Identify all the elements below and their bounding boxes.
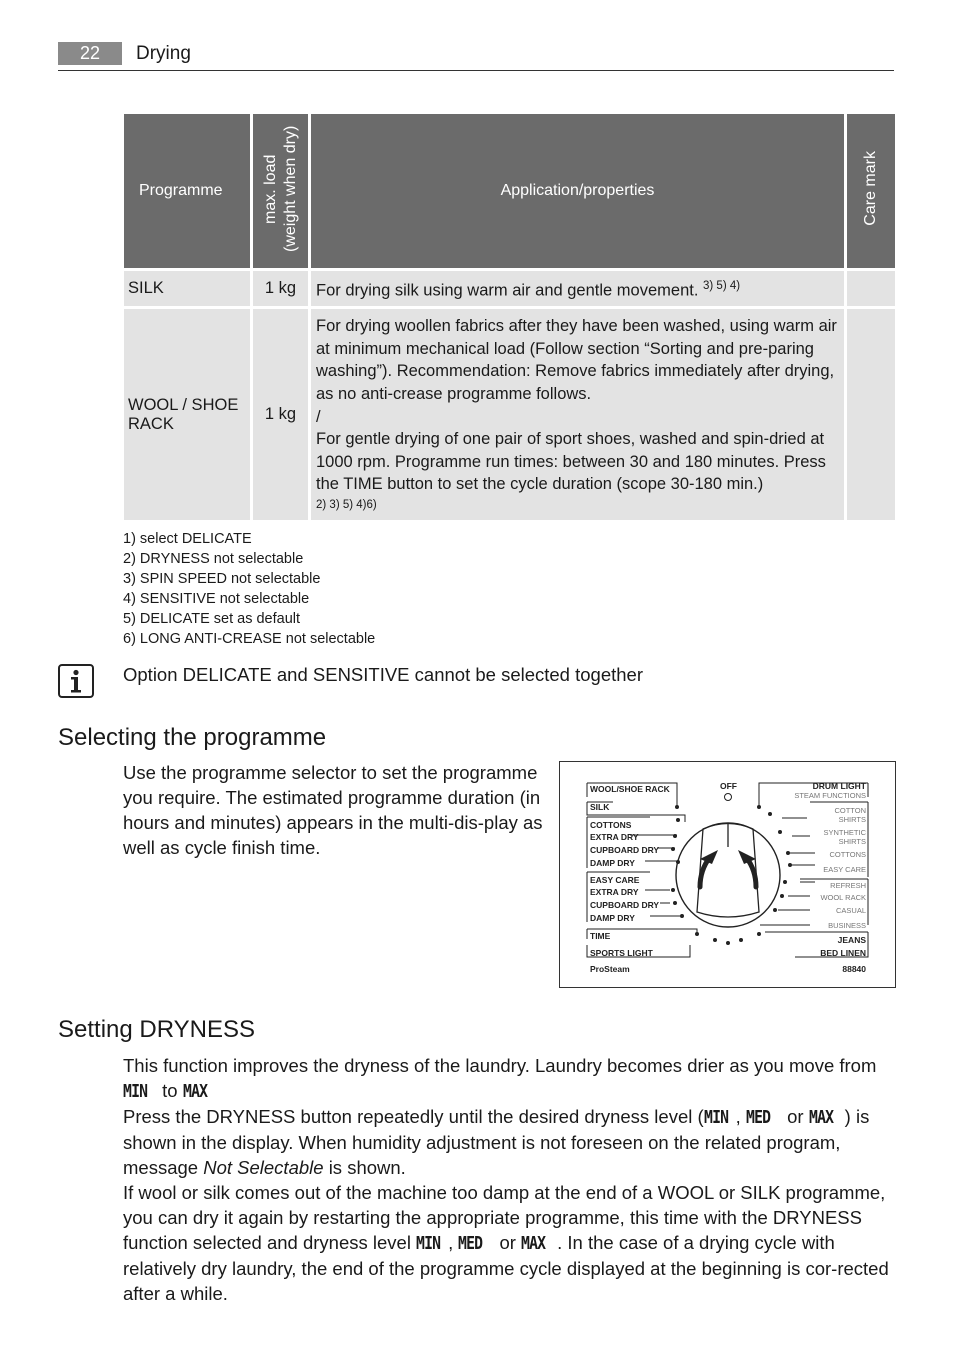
info-note: Option DELICATE and SENSITIVE cannot be selected together	[123, 664, 643, 685]
dial-label: DAMP DRY	[590, 858, 635, 868]
application-text	[310, 308, 846, 522]
footnote: 2) DRYNESS not selectable	[123, 551, 304, 567]
dial-label: SHIRTS	[838, 815, 866, 824]
page-number: 22	[58, 42, 122, 65]
col-max-load	[252, 113, 310, 270]
selecting-text: Use the programme selector to set the programme you require. The estimated programme duration (in hours and minutes) appears in the multi-dis-play as well as cycle finish time.	[123, 762, 543, 858]
silk-refs: 3) 5) 4)	[703, 280, 741, 292]
dial-label: DAMP DRY	[590, 913, 635, 923]
dial-label: SILK	[590, 802, 610, 812]
lcd-max: MAX	[808, 1107, 833, 1128]
dial-label: EXTRA DRY	[590, 832, 639, 842]
col-max-load-label: max. load	[261, 153, 279, 224]
application-text	[310, 270, 846, 308]
programme-name: SILK	[123, 270, 252, 308]
dryness-p2-a: Press the DRYNESS button repeatedly until the desired dryness level (	[123, 1106, 704, 1127]
dial-label: WOOL/SHOE RACK	[590, 784, 670, 794]
dial-label: COTTON	[834, 806, 866, 815]
dryness-p3-b: . In the case of a drying cycle with relatively dry laundry, the end of the programme cycle displayed at the beginning is cor-rected after a while.	[123, 1232, 889, 1304]
dial-code: 88840	[842, 964, 866, 974]
header-rule	[58, 70, 894, 71]
footnote: 6) LONG ANTI-CREASE not selectable	[123, 631, 376, 647]
dryness-text	[123, 1053, 899, 1306]
dial-label: TIME	[590, 931, 611, 941]
col-care-mark-label: Care mark	[862, 151, 879, 226]
footnote: 1) select DELICATE	[123, 531, 252, 547]
col-programme: Programme	[123, 113, 252, 270]
programme-name: WOOL / SHOE RACK	[123, 308, 252, 522]
dial-off-label: OFF	[720, 781, 737, 791]
col-weight-label: (weight when dry)	[281, 125, 299, 252]
selecting-title: Selecting the programme	[58, 724, 327, 751]
dial-label: DRUM LIGHT	[812, 781, 866, 791]
lcd-min: MIN	[123, 1081, 148, 1102]
footnote: 4) SENSITIVE not selectable	[123, 591, 310, 607]
col-care-mark	[846, 113, 897, 270]
dryness-p2-c: is shown.	[328, 1157, 406, 1178]
wool-application: For drying woollen fabrics after they have been washed, using warm air at minimum mechanical load (Follow section “Sorting and pre-paring washing”). Recommendation: Remove fabrics immediately after drying, as no anti-crease programme follows.	[316, 317, 837, 403]
dial-label: CUPBOARD DRY	[590, 900, 660, 910]
info-icon	[58, 664, 94, 698]
dial-label: WOOL RACK	[820, 893, 866, 902]
comma: ,	[735, 1106, 741, 1127]
max-load: 1 kg	[252, 308, 310, 522]
table-row	[123, 308, 897, 522]
dial-label: CUPBOARD DRY	[590, 845, 660, 855]
footnote: 5) DELICATE set as default	[123, 611, 301, 627]
section-title: Drying	[136, 43, 191, 64]
dial-label: REFRESH	[830, 881, 866, 890]
comma: ,	[448, 1232, 454, 1253]
lcd-min: MIN	[416, 1233, 441, 1254]
lcd-med: MED	[458, 1233, 483, 1254]
dryness-or: or	[499, 1232, 516, 1253]
dial-label: COTTONS	[590, 820, 632, 830]
table-row	[123, 270, 897, 308]
shoe-application: For gentle drying of one pair of sport shoes, washed and spin-dried at 1000 rpm. Programme run times: between 30 and 180 minutes. Press the TIME button to set the cycle duration (scope 30-180 min.)	[316, 430, 826, 494]
dial-svg	[560, 762, 895, 987]
dryness-title: Setting DRYNESS	[58, 1016, 255, 1043]
dial-brand: ProSteam	[590, 964, 630, 974]
dial-label: COTTONS	[829, 850, 866, 859]
dial-label: EASY CARE	[823, 865, 866, 874]
dial-label: SPORTS LIGHT	[590, 948, 653, 958]
dryness-to: to	[162, 1080, 178, 1101]
dial-label: JEANS	[837, 935, 866, 945]
lcd-min: MIN	[703, 1107, 728, 1128]
lcd-med: MED	[745, 1107, 771, 1128]
silk-application: For drying silk using warm air and gentle movement.	[316, 281, 699, 300]
wool-refs: 2) 3) 5) 4)6)	[316, 498, 377, 511]
not-selectable-message: Not Selectable	[203, 1157, 324, 1178]
dryness-or: or	[787, 1106, 804, 1127]
dial-label: BUSINESS	[828, 921, 866, 930]
footnote: 3) SPIN SPEED not selectable	[123, 571, 321, 587]
col-application: Application/properties	[310, 113, 846, 270]
programme-table	[121, 111, 898, 523]
lcd-max: MAX	[182, 1081, 207, 1102]
lcd-max: MAX	[521, 1233, 546, 1254]
dial-label: EXTRA DRY	[590, 887, 639, 897]
dial-label: CASUAL	[835, 906, 866, 915]
dial-label: SYNTHETIC	[823, 828, 866, 837]
table-header-row	[123, 113, 897, 270]
care-mark	[846, 308, 897, 522]
dryness-paragraph-1	[123, 1053, 899, 1104]
dial-label: SHIRTS	[838, 837, 866, 846]
care-mark	[846, 270, 897, 308]
programme-dial-diagram	[559, 761, 896, 988]
dial-label: STEAM FUNCTIONS	[794, 791, 866, 800]
separator-slash: /	[316, 407, 321, 426]
dryness-p2-b: ) is shown in the display. When humidity adjustment is not foreseen on the related program, message	[123, 1106, 870, 1178]
dial-label: EASY CARE	[590, 875, 640, 885]
dryness-p3-a: If wool or silk comes out of the machine too damp at the end of a WOOL or SILK programme, you can dry it again by restarting the appropriate programme, this time with the DRYNESS function selected and dryness level	[123, 1182, 886, 1253]
footnotes	[123, 529, 375, 649]
dryness-paragraph-2	[123, 1104, 899, 1180]
dryness-p1-text: This function improves the dryness of the laundry. Laundry becomes drier as you move from	[123, 1055, 877, 1076]
max-load: 1 kg	[252, 270, 310, 308]
dryness-paragraph-3	[123, 1180, 899, 1306]
dial-label: BED LINEN	[820, 948, 866, 958]
